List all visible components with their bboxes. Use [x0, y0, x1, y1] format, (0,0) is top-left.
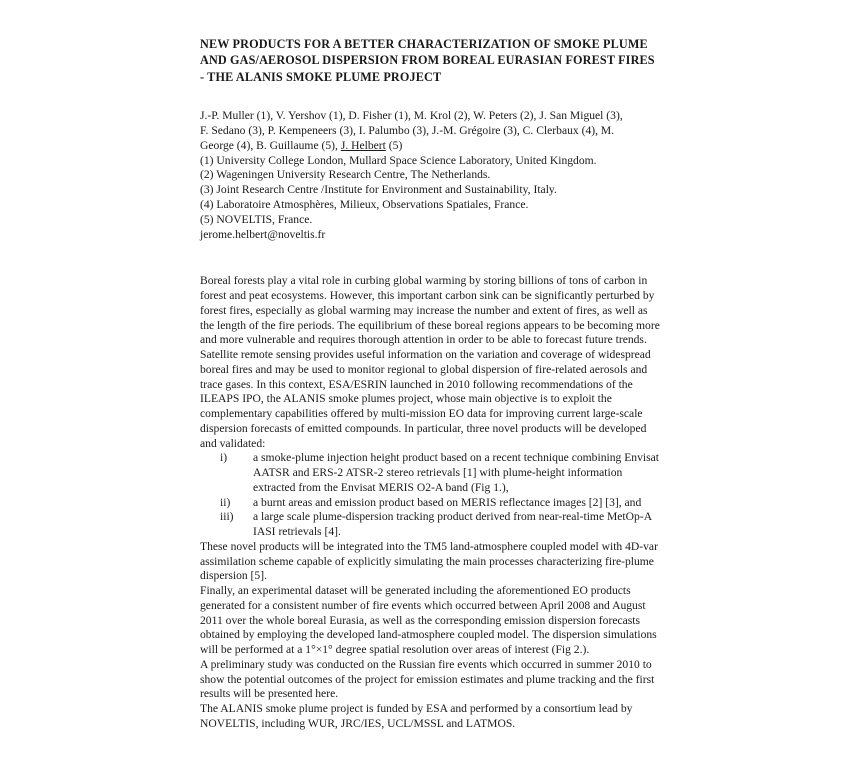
page-title: NEW PRODUCTS FOR A BETTER CHARACTERIZATION OF SMOKE PLUME AND GAS/AEROSOL DISPERSION FROM BOREAL EURASIAN FOREST FIRES - THE ALANIS SMOKE PLUME PROJECT — [200, 37, 655, 84]
authors-block — [200, 109, 662, 242]
affiliation-2: (2) Wageningen University Research Centre, The Netherlands. — [200, 168, 491, 182]
author-line-3-suffix: (5) — [385, 138, 403, 152]
abstract-paragraph-2: Satellite remote sensing provides useful information on the variation and coverage of widespread boreal fires and may be used to monitor regional to global dispersion of fire-related aerosols and trace gases. In this context, ESA/ESRIN launched in 2010 following recommendations of the ILEAPS IPO, the ALANIS smoke plumes project, whose main objective is to exploit the complementary capabilities offered by multi-mission EO data for improving current large-scale dispersion forecasts of emitted compounds. In particular, three novel products will be developed and validated: — [200, 348, 651, 450]
abstract-body — [200, 274, 662, 731]
affiliation-1: (1) University College London, Mullard Space Science Laboratory, United Kingdom. — [200, 153, 597, 167]
list-item — [200, 510, 662, 540]
author-line-2: F. Sedano (3), P. Kempeneers (3), I. Palumbo (3), J.-M. Grégoire (3), C. Clerbaux (4), M. — [200, 124, 615, 138]
abstract-paragraph-6: The ALANIS smoke plume project is funded by ESA and performed by a consortium lead by NOVELTIS, including WUR, JRC/IES, UCL/MSSL and LATMOS. — [200, 702, 633, 730]
list-marker: ii) — [220, 495, 231, 509]
list-item — [200, 451, 662, 495]
abstract-paragraph-5: A preliminary study was conducted on the Russian fire events which occurred in summer 2010 to show the potential outcomes of the project for emission estimates and plume tracking and the first results will be presented here. — [200, 657, 655, 701]
affiliation-3: (3) Joint Research Centre /Institute for Environment and Sustainability, Italy. — [200, 183, 557, 197]
abstract-paragraph-4: Finally, an experimental dataset will be generated including the aforementioned EO products generated for a consistent number of fire events which occurred between April 2008 and August 2011 over the whole boreal Eurasia, as well as the corresponding emission dispersion forecasts obtained by employing the developed land-atmosphere coupled model. The dispersion simulations will be performed at a 1°×1° degree spatial resolution over areas of interest (Fig 2.). — [200, 584, 657, 657]
affiliation-4: (4) Laboratoire Atmosphères, Milieux, Observations Spatiales, France. — [200, 198, 529, 211]
author-line-3-prefix: George (4), B. Guillaume (5), — [200, 138, 341, 152]
list-item — [200, 496, 662, 511]
list-text: a smoke-plume injection height product based on a recent technique combining Envisat AATSR and ERS-2 ATSR-2 stereo retrievals [1] with plume-height information extracted from the Envisat MERIS O2-A band (Fig 1.), — [253, 451, 659, 494]
list-text: a large scale plume-dispersion tracking product derived from near-real-time MetOp-A IASI retrievals [4]. — [253, 510, 652, 539]
affiliations-list — [200, 154, 662, 228]
abstract-paragraph-3: These novel products will be integrated into the TM5 land-atmosphere coupled model with 4D-var assimilation scheme capable of explicitly simulating the main processes characterizing fire-plume dispersion [5]. — [200, 539, 658, 583]
author-line-1: J.-P. Muller (1), V. Yershov (1), D. Fisher (1), M. Krol (2), W. Peters (2), J. San Miguel (3), — [200, 109, 623, 123]
list-marker: i) — [220, 451, 228, 465]
list-marker: iii) — [220, 510, 234, 524]
document-content — [200, 36, 662, 732]
affiliation-5: (5) NOVELTIS, France. — [200, 212, 313, 226]
contact-email: jerome.helbert@noveltis.fr — [200, 227, 326, 241]
presenting-author: J. Helbert — [340, 138, 386, 152]
list-text: a burnt areas and emission product based on MERIS reflectance images [2] [3], and — [253, 495, 642, 509]
author-line-3 — [200, 139, 662, 154]
novel-products-list — [200, 451, 662, 540]
abstract-paragraph-1: Boreal forests play a vital role in curbing global warming by storing billions of tons of carbon in forest and peat ecosystems. However, this important carbon sink can be significantly perturbed by forest fires, especially as global warming may increase the number and extent of fires, as well as the length of the fire periods. The equilibrium of these boreal regions appears to be becoming more and more vulnerable and requires thorough attention in order to be able to forecast future trends. — [200, 274, 660, 347]
